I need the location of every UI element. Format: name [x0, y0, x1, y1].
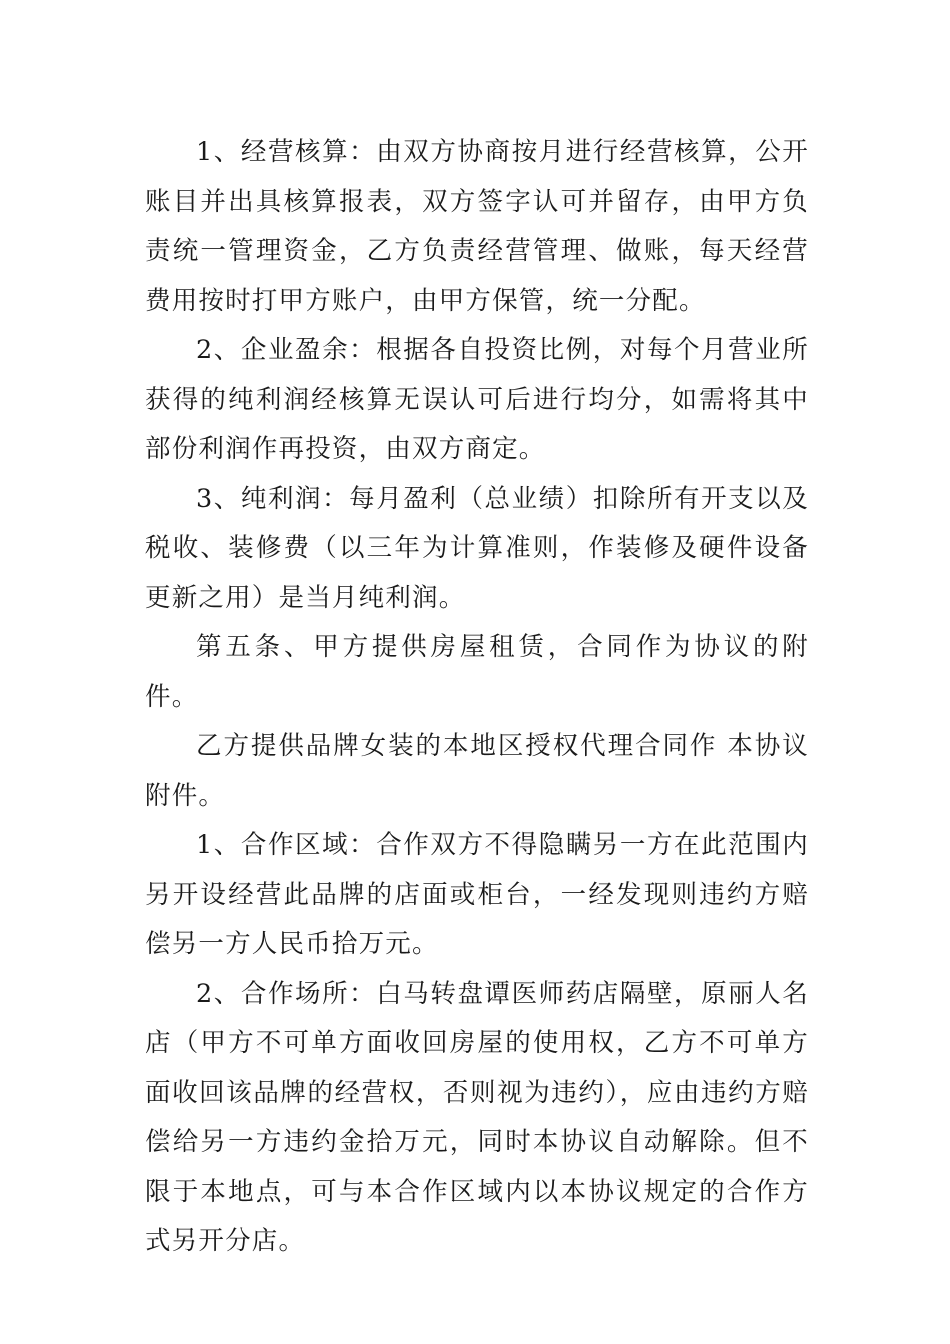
- paragraph-article-five: 第五条、甲方提供房屋租赁，合同作为协议的附件。: [145, 632, 809, 712]
- paragraph-business-accounting: 1、经营核算：由双方协商按月进行经营核算，公开账目并出具核算报表，双方签字认可并留存，由甲方负责统一管理资金，乙方负责经营管理、做账，每天经营费用按时打甲方账户，由甲方保管，统一分配。: [145, 137, 809, 316]
- document-body: [145, 128, 809, 1267]
- paragraph-net-profit: 3、纯利润：每月盈利（总业绩）扣除所有开支以及税收、装修费（以三年为计算准则，作装修及硬件设备更新之用）是当月纯利润。: [145, 483, 809, 613]
- paragraph-cooperation-area: 1、合作区域：合作双方不得隐瞒另一方在此范围内另开设经营此品牌的店面或柜台，一经发现则违约方赔偿另一方人民币拾万元。: [145, 830, 809, 959]
- paragraph-brand-agency-contract: 乙方提供品牌女装的本地区授权代理合同作 本协议附件。: [145, 731, 809, 811]
- paragraph-cooperation-venue: 2、合作场所：白马转盘谭医师药店隔壁，原丽人名店（甲方不可单方面收回房屋的使用权，乙方不可单方面收回该品牌的经营权，否则视为违约），应由违约方赔偿给另一方违约金拾万元，同时本协议自动解除。但不限于本地点，可与本合作区域内以本协议规定的合作方式另开分店。: [145, 978, 809, 1256]
- paragraph-enterprise-surplus: 2、企业盈余：根据各自投资比例，对每个月营业所获得的纯利润经核算无误认可后进行均分，如需将其中部份利润作再投资，由双方商定。: [145, 335, 809, 464]
